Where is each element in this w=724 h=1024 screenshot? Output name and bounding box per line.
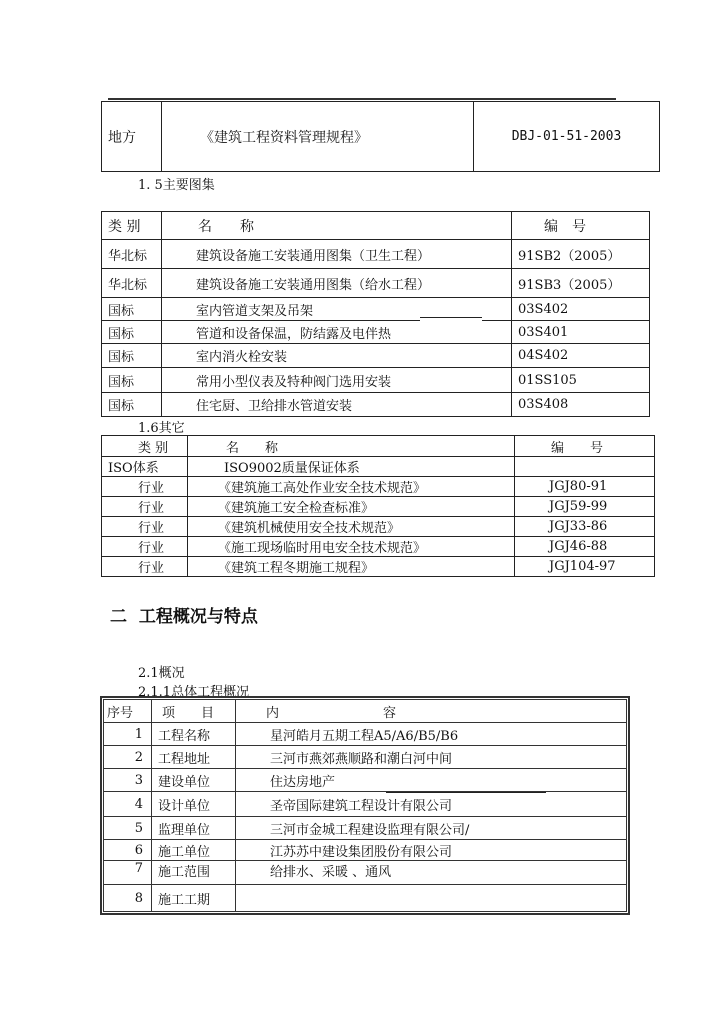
- cell-index: 2: [104, 746, 152, 769]
- strike-line: [386, 792, 546, 793]
- table-row: [102, 393, 650, 417]
- cell-content: 给排水、采暖 、通风: [236, 861, 627, 885]
- atlas-table: [101, 211, 650, 417]
- col-header-index: 序号: [104, 700, 152, 723]
- cell-code: JGJ46-88: [515, 537, 655, 557]
- cell-code: [515, 457, 655, 477]
- table-row: [102, 269, 650, 298]
- table-row: [102, 298, 650, 321]
- col-header-code: 编 号: [512, 212, 650, 240]
- cell-index: 6: [104, 840, 152, 861]
- cell-index: 5: [104, 817, 152, 840]
- cell-code: 03S408: [512, 393, 650, 417]
- table-row: [104, 792, 627, 817]
- cell-category: 国标: [102, 393, 162, 417]
- cell-content: 圣帝国际建筑工程设计有限公司: [236, 792, 627, 817]
- top-rule: [108, 98, 616, 100]
- cell-index: 1: [104, 723, 152, 746]
- cell-index: 4: [104, 792, 152, 817]
- other-title: 1.6其它: [138, 421, 185, 436]
- header-left: 地方: [102, 102, 162, 172]
- cell-code: 03S401: [512, 321, 650, 344]
- cell-name: 常用小型仪表及特种阀门选用安装: [162, 368, 512, 393]
- cell-category: 行业: [102, 537, 188, 557]
- cell-content: 江苏苏中建设集团股份有限公司: [236, 840, 627, 861]
- col-header-category: 类 别: [102, 212, 162, 240]
- cell-item: 工程名称: [152, 723, 236, 746]
- atlas-title: 1. 5主要图集: [138, 178, 215, 193]
- redaction-patch: [420, 318, 482, 338]
- cell-category: 国标: [102, 298, 162, 321]
- table-row: [102, 457, 655, 477]
- strike-line: [420, 317, 482, 318]
- overview-table: [103, 699, 627, 912]
- cell-item: 施工工期: [152, 885, 236, 912]
- col-header-category: 类 别: [102, 436, 188, 457]
- cell-index: 8: [104, 885, 152, 912]
- cell-name: 室内管道支架及吊架: [162, 298, 512, 321]
- cell-name: 室内消火栓安装: [162, 344, 512, 368]
- table-row: [104, 817, 627, 840]
- table-row: [104, 723, 627, 746]
- cell-category: 国标: [102, 321, 162, 344]
- cell-category: 行业: [102, 477, 188, 497]
- cell-item: 施工范围: [152, 861, 236, 885]
- cell-code: 91SB2（2005）: [512, 240, 650, 269]
- cell-category: 国标: [102, 344, 162, 368]
- col-header-name: 名 称: [188, 436, 515, 457]
- cell-content: 三河市燕郊燕顺路和潮白河中间: [236, 746, 627, 769]
- cell-name: 管道和设备保温，防结露及电伴热: [162, 321, 512, 344]
- cell-code: JGJ59-99: [515, 497, 655, 517]
- subsubsection-title: 2.1.1总体工程概况: [138, 685, 250, 700]
- cell-code: 91SB3（2005）: [512, 269, 650, 298]
- cell-item: 设计单位: [152, 792, 236, 817]
- cell-code: 04S402: [512, 344, 650, 368]
- table-row: [104, 885, 627, 912]
- col-header-code: 编 号: [515, 436, 655, 457]
- chapter-heading: 二 工程概况与特点: [110, 607, 258, 627]
- header-table: [101, 101, 660, 172]
- table-row: [102, 240, 650, 269]
- table-row: [104, 861, 627, 885]
- cell-item: 监理单位: [152, 817, 236, 840]
- table-row: [102, 557, 655, 577]
- cell-name: ISO9002质量保证体系: [188, 457, 515, 477]
- cell-code: 01SS105: [512, 368, 650, 393]
- cell-name: 《建筑工程冬期施工规程》: [188, 557, 515, 577]
- cell-category: 华北标: [102, 269, 162, 298]
- cell-name: 《建筑施工安全检查标准》: [188, 497, 515, 517]
- cell-index: 7: [104, 861, 152, 885]
- cell-item: 施工单位: [152, 840, 236, 861]
- cell-category: ISO体系: [102, 457, 188, 477]
- cell-content: 三河市金城工程建设监理有限公司/: [236, 817, 627, 840]
- subsection-title: 2.1概况: [138, 666, 185, 681]
- redaction-patch: [386, 770, 546, 791]
- table-row: [102, 477, 655, 497]
- table-row: [102, 497, 655, 517]
- table-row: [104, 746, 627, 769]
- cell-item: 建设单位: [152, 769, 236, 792]
- col-header-item: 项 目: [152, 700, 236, 723]
- cell-item: 工程地址: [152, 746, 236, 769]
- cell-code: 03S402: [512, 298, 650, 321]
- cell-name: 建筑设备施工安装通用图集（给水工程）: [162, 269, 512, 298]
- cell-code: JGJ104-97: [515, 557, 655, 577]
- table-row: [104, 769, 627, 792]
- cell-content: 住达房地产: [236, 769, 627, 792]
- cell-category: 行业: [102, 557, 188, 577]
- table-header-row: [104, 700, 627, 723]
- cell-category: 行业: [102, 517, 188, 537]
- cell-name: 住宅厨、卫给排水管道安装: [162, 393, 512, 417]
- col-header-name: 名 称: [162, 212, 512, 240]
- cell-category: 华北标: [102, 240, 162, 269]
- cell-content: 星河皓月五期工程A5/A6/B5/B6: [236, 723, 627, 746]
- cell-name: 《建筑机械使用安全技术规范》: [188, 517, 515, 537]
- table-row: [102, 517, 655, 537]
- cell-category: 国标: [102, 368, 162, 393]
- cell-code: JGJ33-86: [515, 517, 655, 537]
- cell-index: 3: [104, 769, 152, 792]
- other-table: [101, 435, 655, 577]
- cell-name: 《施工现场临时用电安全技术规范》: [188, 537, 515, 557]
- table-row: [102, 537, 655, 557]
- table-header-row: [102, 436, 655, 457]
- cell-name: 建筑设备施工安装通用图集（卫生工程）: [162, 240, 512, 269]
- cell-content: [236, 885, 627, 912]
- col-header-content: 内 容: [236, 700, 627, 723]
- table-row: [102, 344, 650, 368]
- cell-code: JGJ80-91: [515, 477, 655, 497]
- table-row: [102, 368, 650, 393]
- cell-category: 行业: [102, 497, 188, 517]
- cell-name: 《建筑施工高处作业安全技术规范》: [188, 477, 515, 497]
- table-header-row: [102, 212, 650, 240]
- table-row: [102, 321, 650, 344]
- header-title: 《建筑工程资料管理规程》: [162, 102, 474, 172]
- header-code: DBJ-01-51-2003: [474, 102, 660, 172]
- table-row: [104, 840, 627, 861]
